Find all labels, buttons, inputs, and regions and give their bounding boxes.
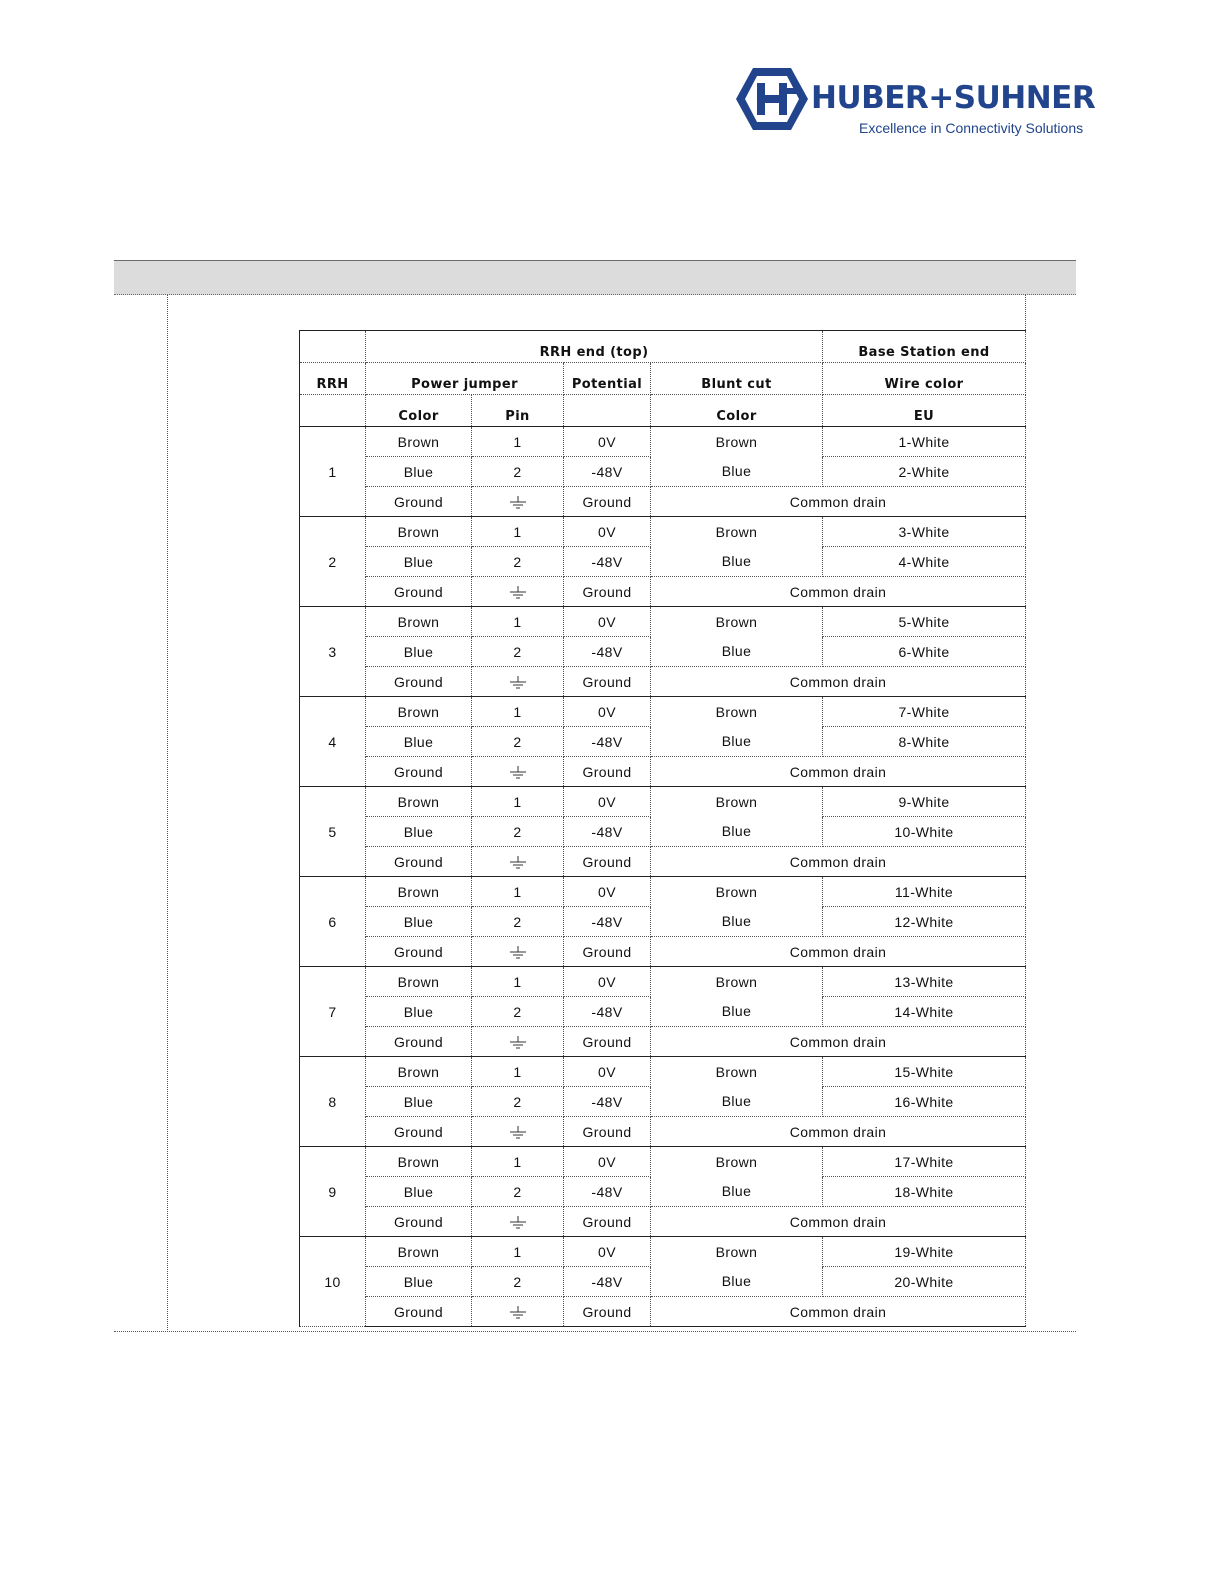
power-jumper-color: Blue: [366, 1087, 472, 1117]
pin-number: 1: [472, 697, 564, 727]
common-drain: Common drain: [651, 937, 1026, 967]
power-jumper-color: Brown: [366, 1237, 472, 1267]
eu-wire-color: 4-White: [823, 547, 1026, 577]
potential-value: -48V: [564, 727, 651, 757]
pin-number: 1: [472, 1147, 564, 1177]
power-jumper-color: Brown: [366, 697, 472, 727]
power-jumper-color: Brown: [366, 787, 472, 817]
rrh-number: 2: [300, 517, 366, 607]
section-header-band: [114, 260, 1076, 295]
eu-wire-color: 14-White: [823, 997, 1026, 1027]
blunt-cut-color: Blue: [651, 457, 823, 487]
potential-value: 0V: [564, 1237, 651, 1267]
table-row: [300, 637, 1026, 667]
power-jumper-color: Ground: [366, 1117, 472, 1147]
potential-value: -48V: [564, 637, 651, 667]
table-row: [300, 967, 1026, 997]
table-row: [300, 1237, 1026, 1267]
potential-value: -48V: [564, 1177, 651, 1207]
ground-symbol-icon: [508, 586, 528, 600]
eu-wire-color: 19-White: [823, 1237, 1026, 1267]
table-row: [300, 1117, 1026, 1147]
common-drain: Common drain: [651, 1027, 1026, 1057]
header-pin: Pin: [472, 395, 564, 427]
header-blunt-cut: Blunt cut: [651, 363, 823, 395]
table-row: [300, 817, 1026, 847]
eu-wire-color: 10-White: [823, 817, 1026, 847]
potential-value: -48V: [564, 997, 651, 1027]
blunt-cut-color: Brown: [651, 1147, 823, 1177]
power-jumper-color: Blue: [366, 547, 472, 577]
blunt-cut-color: Brown: [651, 967, 823, 997]
pin-number: 2: [472, 997, 564, 1027]
logo-tagline: Excellence in Connectivity Solutions: [859, 120, 1084, 136]
pin-number: 2: [472, 547, 564, 577]
potential-value: 0V: [564, 967, 651, 997]
potential-value: 0V: [564, 877, 651, 907]
table-row: [300, 517, 1026, 547]
table-row: [300, 757, 1026, 787]
potential-value: Ground: [564, 757, 651, 787]
eu-wire-color: 3-White: [823, 517, 1026, 547]
blunt-cut-color: Blue: [651, 997, 823, 1027]
table-row: [300, 1297, 1026, 1327]
header-color: Color: [366, 395, 472, 427]
power-jumper-color: Brown: [366, 1147, 472, 1177]
pin-number: 2: [472, 637, 564, 667]
rrh-number: 8: [300, 1057, 366, 1147]
potential-value: Ground: [564, 667, 651, 697]
ground-symbol-icon: [508, 496, 528, 510]
pin-number: 1: [472, 787, 564, 817]
eu-wire-color: 8-White: [823, 727, 1026, 757]
table-row: [300, 727, 1026, 757]
header-empty-cell: [300, 331, 366, 363]
ground-symbol-icon: [508, 946, 528, 960]
table-row: [300, 667, 1026, 697]
table-row: [300, 1087, 1026, 1117]
power-jumper-color: Brown: [366, 1057, 472, 1087]
potential-value: 0V: [564, 1147, 651, 1177]
power-jumper-color: Blue: [366, 727, 472, 757]
pin-number: 2: [472, 907, 564, 937]
eu-wire-color: 2-White: [823, 457, 1026, 487]
pin-ground-cell: [472, 847, 564, 877]
power-jumper-color: Ground: [366, 937, 472, 967]
power-jumper-color: Blue: [366, 997, 472, 1027]
potential-value: 0V: [564, 787, 651, 817]
potential-value: Ground: [564, 847, 651, 877]
potential-value: -48V: [564, 457, 651, 487]
power-jumper-color: Brown: [366, 607, 472, 637]
pin-ground-cell: [472, 937, 564, 967]
rrh-number: 3: [300, 607, 366, 697]
potential-value: -48V: [564, 1087, 651, 1117]
potential-value: 0V: [564, 1057, 651, 1087]
pin-ground-cell: [472, 667, 564, 697]
pin-number: 1: [472, 427, 564, 457]
power-jumper-color: Ground: [366, 1207, 472, 1237]
eu-wire-color: 17-White: [823, 1147, 1026, 1177]
eu-wire-color: 12-White: [823, 907, 1026, 937]
rrh-number: 5: [300, 787, 366, 877]
table-row: [300, 847, 1026, 877]
eu-wire-color: 18-White: [823, 1177, 1026, 1207]
table-row: [300, 1207, 1026, 1237]
pin-number: 2: [472, 457, 564, 487]
table-row: [300, 457, 1026, 487]
common-drain: Common drain: [651, 1207, 1026, 1237]
header-eu: EU: [823, 395, 1026, 427]
power-jumper-color: Ground: [366, 1027, 472, 1057]
potential-value: 0V: [564, 697, 651, 727]
power-jumper-color: Ground: [366, 757, 472, 787]
logo-wordmark: HUBER+SUHNER: [811, 80, 1096, 116]
pin-number: 1: [472, 1237, 564, 1267]
ground-symbol-icon: [508, 1036, 528, 1050]
blunt-cut-color: Brown: [651, 607, 823, 637]
rrh-number: 7: [300, 967, 366, 1057]
ground-symbol-icon: [508, 856, 528, 870]
header-wire-color: Wire color: [823, 363, 1026, 395]
blunt-cut-color: Blue: [651, 817, 823, 847]
power-jumper-color: Brown: [366, 967, 472, 997]
potential-value: Ground: [564, 1117, 651, 1147]
header-power-jumper: Power jumper: [366, 363, 564, 395]
table-row: [300, 1147, 1026, 1177]
blunt-cut-color: Brown: [651, 1237, 823, 1267]
potential-value: Ground: [564, 1027, 651, 1057]
eu-wire-color: 13-White: [823, 967, 1026, 997]
potential-value: 0V: [564, 517, 651, 547]
potential-value: 0V: [564, 427, 651, 457]
power-jumper-color: Ground: [366, 487, 472, 517]
blunt-cut-color: Blue: [651, 907, 823, 937]
potential-value: 0V: [564, 607, 651, 637]
common-drain: Common drain: [651, 1117, 1026, 1147]
power-jumper-color: Ground: [366, 847, 472, 877]
pin-number: 1: [472, 1057, 564, 1087]
table-row: [300, 997, 1026, 1027]
pin-ground-cell: [472, 1207, 564, 1237]
ground-symbol-icon: [508, 1126, 528, 1140]
header-empty-cell: [300, 395, 366, 427]
pin-number: 1: [472, 517, 564, 547]
header-potential: Potential: [564, 363, 651, 395]
common-drain: Common drain: [651, 487, 1026, 517]
header-blunt-color: Color: [651, 395, 823, 427]
power-jumper-color: Blue: [366, 457, 472, 487]
rrh-number: 4: [300, 697, 366, 787]
logo-hexagon-icon: [735, 66, 809, 132]
common-drain: Common drain: [651, 1297, 1026, 1327]
blunt-cut-color: Blue: [651, 637, 823, 667]
ground-symbol-icon: [508, 766, 528, 780]
table-row: [300, 1267, 1026, 1297]
table-row: [300, 907, 1026, 937]
eu-wire-color: 9-White: [823, 787, 1026, 817]
rrh-number: 6: [300, 877, 366, 967]
blunt-cut-color: Brown: [651, 427, 823, 457]
pin-ground-cell: [472, 1297, 564, 1327]
pin-ground-cell: [472, 577, 564, 607]
header-empty-cell: [564, 395, 651, 427]
power-jumper-color: Ground: [366, 577, 472, 607]
table-row: [300, 1027, 1026, 1057]
frame-divider-left: [167, 295, 168, 1332]
blunt-cut-color: Brown: [651, 517, 823, 547]
table-row: [300, 607, 1026, 637]
common-drain: Common drain: [651, 847, 1026, 877]
power-jumper-color: Brown: [366, 517, 472, 547]
pin-ground-cell: [472, 1117, 564, 1147]
pin-number: 2: [472, 1177, 564, 1207]
header-row-group: [300, 331, 1026, 363]
power-jumper-color: Ground: [366, 1297, 472, 1327]
frame-divider-bottom: [114, 1331, 1076, 1332]
table-row: [300, 697, 1026, 727]
potential-value: -48V: [564, 1267, 651, 1297]
pin-number: 2: [472, 817, 564, 847]
header-row-columns: [300, 363, 1026, 395]
table-row: [300, 1177, 1026, 1207]
rrh-number: 1: [300, 427, 366, 517]
huber-suhner-logo: [735, 66, 1096, 136]
power-jumper-color: Brown: [366, 877, 472, 907]
pin-number: 1: [472, 607, 564, 637]
potential-value: Ground: [564, 937, 651, 967]
potential-value: Ground: [564, 1297, 651, 1327]
power-jumper-color: Blue: [366, 1177, 472, 1207]
header-row-sub: [300, 395, 1026, 427]
potential-value: Ground: [564, 487, 651, 517]
potential-value: -48V: [564, 907, 651, 937]
frame-divider-right: [1025, 295, 1026, 332]
eu-wire-color: 11-White: [823, 877, 1026, 907]
table-row: [300, 427, 1026, 457]
eu-wire-color: 6-White: [823, 637, 1026, 667]
pin-number: 2: [472, 727, 564, 757]
table-row: [300, 787, 1026, 817]
rrh-number: 9: [300, 1147, 366, 1237]
ground-symbol-icon: [508, 1216, 528, 1230]
header-base-station-end: Base Station end: [823, 331, 1026, 363]
common-drain: Common drain: [651, 757, 1026, 787]
blunt-cut-color: Blue: [651, 727, 823, 757]
potential-value: Ground: [564, 577, 651, 607]
common-drain: Common drain: [651, 667, 1026, 697]
blunt-cut-color: Brown: [651, 1057, 823, 1087]
table-row: [300, 937, 1026, 967]
power-jumper-color: Blue: [366, 907, 472, 937]
table-row: [300, 877, 1026, 907]
table-row: [300, 487, 1026, 517]
blunt-cut-color: Blue: [651, 1087, 823, 1117]
header-rrh: RRH: [300, 363, 366, 395]
eu-wire-color: 16-White: [823, 1087, 1026, 1117]
blunt-cut-color: Blue: [651, 1177, 823, 1207]
eu-wire-color: 7-White: [823, 697, 1026, 727]
pin-number: 1: [472, 877, 564, 907]
power-jumper-color: Ground: [366, 667, 472, 697]
blunt-cut-color: Blue: [651, 1267, 823, 1297]
blunt-cut-color: Blue: [651, 547, 823, 577]
pin-ground-cell: [472, 487, 564, 517]
pin-number: 2: [472, 1267, 564, 1297]
common-drain: Common drain: [651, 577, 1026, 607]
table-row: [300, 1057, 1026, 1087]
ground-symbol-icon: [508, 1306, 528, 1320]
pin-ground-cell: [472, 757, 564, 787]
power-jumper-color: Blue: [366, 817, 472, 847]
power-jumper-color: Blue: [366, 1267, 472, 1297]
power-jumper-color: Brown: [366, 427, 472, 457]
rrh-number: 10: [300, 1237, 366, 1327]
ground-symbol-icon: [508, 676, 528, 690]
pin-number: 2: [472, 1087, 564, 1117]
potential-value: Ground: [564, 1207, 651, 1237]
potential-value: -48V: [564, 817, 651, 847]
eu-wire-color: 20-White: [823, 1267, 1026, 1297]
blunt-cut-color: Brown: [651, 877, 823, 907]
eu-wire-color: 5-White: [823, 607, 1026, 637]
pinout-table: [299, 330, 1026, 1327]
pin-ground-cell: [472, 1027, 564, 1057]
pin-number: 1: [472, 967, 564, 997]
table-row: [300, 577, 1026, 607]
eu-wire-color: 15-White: [823, 1057, 1026, 1087]
blunt-cut-color: Brown: [651, 787, 823, 817]
blunt-cut-color: Brown: [651, 697, 823, 727]
eu-wire-color: 1-White: [823, 427, 1026, 457]
header-rrh-end: RRH end (top): [366, 331, 823, 363]
potential-value: -48V: [564, 547, 651, 577]
table-row: [300, 547, 1026, 577]
power-jumper-color: Blue: [366, 637, 472, 667]
